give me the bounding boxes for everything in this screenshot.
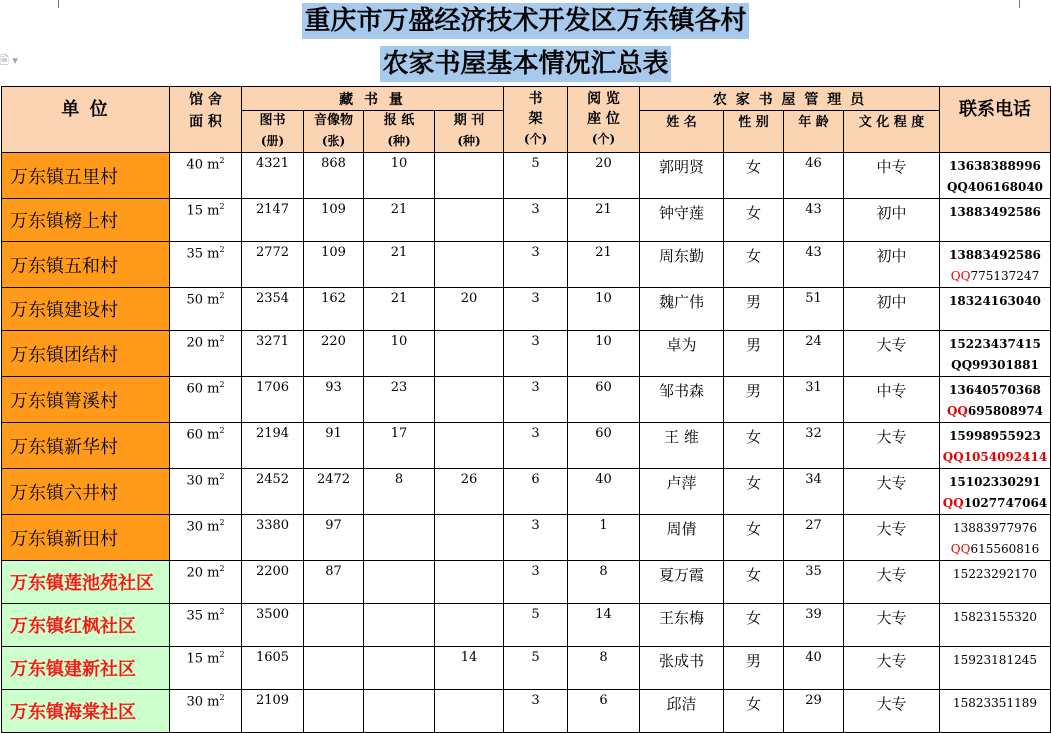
qq-number [940, 493, 1050, 514]
phone-cell [940, 604, 1051, 647]
unit-name: 万东镇五里村 [2, 153, 170, 199]
phone-cell [940, 377, 1051, 423]
area-value: 20 m [186, 335, 220, 351]
area-unit-exponent: 2 [219, 202, 225, 211]
manager-education: 中专 [844, 377, 940, 423]
qq-number [940, 355, 1050, 376]
manager-age: 35 [784, 561, 844, 604]
periodicals-count [435, 377, 504, 423]
manager-name: 魏广伟 [640, 288, 724, 331]
header-row-1 [2, 87, 1051, 111]
phone-cell [940, 690, 1051, 733]
manager-education: 初中 [844, 288, 940, 331]
phone-number: 15998955923 [949, 429, 1041, 443]
shelves-count: 5 [504, 647, 568, 690]
manager-education: 大专 [844, 469, 940, 515]
area-unit-exponent: 2 [219, 245, 225, 254]
header-books-line-2: (册) [260, 134, 285, 148]
manager-age: 43 [784, 199, 844, 242]
manager-gender: 女 [724, 604, 784, 647]
manager-education: 中专 [844, 153, 940, 199]
shelves-count: 3 [504, 331, 568, 377]
phone-cell [940, 199, 1051, 242]
shelves-count: 3 [504, 242, 568, 288]
qq-digits: 99301881 [972, 358, 1039, 372]
av-count: 93 [304, 377, 364, 423]
area-cell [170, 515, 242, 561]
av-count: 97 [304, 515, 364, 561]
unit-name: 万东镇海棠社区 [2, 690, 170, 733]
phone-number: 15102330291 [949, 475, 1041, 489]
header-area-line-2: 面 积 [189, 114, 222, 130]
header-periodicals-line-2: (种) [457, 134, 481, 148]
phone-cell [940, 469, 1051, 515]
header-newspapers [364, 111, 435, 153]
seats-count: 1 [568, 515, 640, 561]
seats-count: 6 [568, 690, 640, 733]
manager-age: 32 [784, 423, 844, 469]
books-count: 4321 [242, 153, 304, 199]
periodicals-count: 14 [435, 647, 504, 690]
manager-age: 43 [784, 242, 844, 288]
av-count [304, 690, 364, 733]
manager-age: 31 [784, 377, 844, 423]
shelves-count: 3 [504, 288, 568, 331]
area-unit-exponent: 2 [219, 426, 225, 435]
qq-number [940, 447, 1050, 468]
qq-digits: 775137247 [970, 269, 1040, 283]
area-cell [170, 604, 242, 647]
manager-gender: 女 [724, 199, 784, 242]
newspapers-count [364, 604, 435, 647]
area-cell [170, 423, 242, 469]
manager-gender: 女 [724, 242, 784, 288]
table-row [2, 331, 1051, 377]
newspapers-count: 8 [364, 469, 435, 515]
newspapers-count: 21 [364, 288, 435, 331]
manager-name: 邹书森 [640, 377, 724, 423]
area-value: 15 m [186, 651, 220, 667]
av-count: 87 [304, 561, 364, 604]
books-count: 3271 [242, 331, 304, 377]
area-unit-exponent: 2 [219, 334, 225, 343]
manager-education: 大专 [844, 690, 940, 733]
manager-education: 大专 [844, 561, 940, 604]
periodicals-count [435, 690, 504, 733]
manager-name: 卓为 [640, 331, 724, 377]
table-row [2, 153, 1051, 199]
seats-count: 21 [568, 242, 640, 288]
qq-prefix: QQ [946, 404, 968, 418]
manager-gender: 女 [724, 690, 784, 733]
area-value: 15 m [186, 203, 220, 219]
area-cell [170, 331, 242, 377]
area-cell [170, 288, 242, 331]
newspapers-count: 17 [364, 423, 435, 469]
phone-number: 15823351189 [953, 696, 1037, 710]
phone-cell [940, 153, 1051, 199]
newspapers-count: 21 [364, 242, 435, 288]
manager-age: 34 [784, 469, 844, 515]
unit-name: 万东镇建新社区 [2, 647, 170, 690]
area-value: 40 m [186, 157, 220, 173]
qq-number [940, 539, 1050, 560]
area-unit-exponent: 2 [219, 564, 225, 573]
seats-count: 40 [568, 469, 640, 515]
header-manager-name: 姓 名 [640, 111, 724, 153]
header-seats-line-3: (个) [591, 132, 616, 146]
area-value: 30 m [186, 519, 220, 535]
books-count: 2354 [242, 288, 304, 331]
table-row [2, 515, 1051, 561]
seats-count: 60 [568, 423, 640, 469]
books-count: 1706 [242, 377, 304, 423]
phone-number: 15923181245 [953, 653, 1037, 667]
books-count: 2452 [242, 469, 304, 515]
manager-education: 大专 [844, 647, 940, 690]
manager-name: 邱洁 [640, 690, 724, 733]
newspapers-count: 10 [364, 153, 435, 199]
manager-gender: 女 [724, 515, 784, 561]
manager-age: 40 [784, 647, 844, 690]
header-av-line-2: (张) [321, 134, 346, 148]
header-shelves-line-2: 架 [528, 111, 543, 127]
unit-name: 万东镇莲池苑社区 [2, 561, 170, 604]
manager-education: 大专 [844, 515, 940, 561]
header-av [304, 111, 364, 153]
manager-education: 大专 [844, 331, 940, 377]
books-count: 2194 [242, 423, 304, 469]
unit-name: 万东镇箐溪村 [2, 377, 170, 423]
area-value: 30 m [186, 473, 220, 489]
manager-education: 大专 [844, 604, 940, 647]
shelves-count: 3 [504, 423, 568, 469]
unit-name: 万东镇建设村 [2, 288, 170, 331]
area-unit-exponent: 2 [219, 380, 225, 389]
phone-number: 13640570368 [949, 383, 1041, 397]
manager-education: 大专 [844, 423, 940, 469]
manager-gender: 男 [724, 647, 784, 690]
summary-table [1, 86, 1051, 733]
header-periodicals-line-1: 期 刊 [453, 113, 485, 128]
header-phone: 联系电话 [940, 87, 1051, 153]
qq-digits: 406168040 [967, 180, 1044, 194]
header-shelves-line-3: (个) [523, 132, 548, 146]
header-newspapers-line-2: (种) [387, 134, 411, 148]
manager-gender: 女 [724, 561, 784, 604]
unit-name: 万东镇新华村 [2, 423, 170, 469]
seats-count: 8 [568, 561, 640, 604]
qq-digits: 615560816 [970, 542, 1040, 556]
area-cell [170, 561, 242, 604]
document-icon: 🗎 ▾ [0, 54, 18, 67]
qq-prefix: QQ [950, 542, 971, 556]
phone-cell [940, 423, 1051, 469]
seats-count: 10 [568, 288, 640, 331]
qq-number [940, 266, 1050, 287]
av-count: 868 [304, 153, 364, 199]
manager-name: 郭明贤 [640, 153, 724, 199]
manager-gender: 男 [724, 377, 784, 423]
newspapers-count [364, 647, 435, 690]
area-unit-exponent: 2 [219, 650, 225, 659]
header-manager-gender: 性 别 [724, 111, 784, 153]
newspapers-count [364, 515, 435, 561]
title-line-2-wrap [0, 46, 1051, 82]
header-manager-age: 年 龄 [784, 111, 844, 153]
newspapers-count: 23 [364, 377, 435, 423]
av-count: 109 [304, 242, 364, 288]
shelves-count: 3 [504, 561, 568, 604]
qq-prefix: QQ [942, 450, 964, 464]
seats-count: 60 [568, 377, 640, 423]
phone-number: 13883492586 [949, 248, 1041, 262]
unit-name: 万东镇五和村 [2, 242, 170, 288]
header-av-line-1: 音像物 [313, 113, 353, 128]
area-cell [170, 153, 242, 199]
area-value: 35 m [186, 246, 220, 262]
area-unit-exponent: 2 [219, 472, 225, 481]
area-cell [170, 377, 242, 423]
header-periodicals [435, 111, 504, 153]
seats-count: 20 [568, 153, 640, 199]
periodicals-count [435, 242, 504, 288]
manager-name: 周倩 [640, 515, 724, 561]
table-row [2, 690, 1051, 733]
manager-gender: 女 [724, 469, 784, 515]
phone-cell [940, 331, 1051, 377]
table-row [2, 377, 1051, 423]
manager-name: 钟守莲 [640, 199, 724, 242]
title-line-1: 重庆市万盛经济技术开发区万东镇各村 [302, 3, 748, 39]
table-row [2, 242, 1051, 288]
area-value: 35 m [186, 608, 220, 624]
header-seats [568, 87, 640, 153]
newspapers-count: 10 [364, 331, 435, 377]
header-books-line-1: 图书 [259, 113, 286, 128]
header-collection: 藏 书 量 [242, 87, 504, 111]
qq-prefix: QQ [951, 358, 973, 372]
books-count: 3380 [242, 515, 304, 561]
unit-name: 万东镇新田村 [2, 515, 170, 561]
header-newspapers-line-1: 报 纸 [383, 113, 415, 128]
qq-digits: 1027747064 [963, 496, 1048, 510]
manager-name: 王东梅 [640, 604, 724, 647]
unit-name: 万东镇团结村 [2, 331, 170, 377]
av-count: 2472 [304, 469, 364, 515]
area-cell [170, 690, 242, 733]
books-count: 2109 [242, 690, 304, 733]
phone-cell [940, 647, 1051, 690]
periodicals-count: 20 [435, 288, 504, 331]
header-area [170, 87, 242, 153]
header-shelves-line-1: 书 [528, 91, 543, 107]
title-line-2: 农家书屋基本情况汇总表 [380, 46, 670, 82]
shelves-count: 3 [504, 199, 568, 242]
table-row [2, 561, 1051, 604]
area-cell [170, 647, 242, 690]
av-count: 220 [304, 331, 364, 377]
header-manager-education: 文 化 程 度 [844, 111, 940, 153]
av-count: 91 [304, 423, 364, 469]
header-seats-line-2: 座 位 [587, 111, 620, 127]
av-count [304, 647, 364, 690]
header-unit: 单 位 [2, 87, 170, 153]
phone-number: 15223437415 [949, 337, 1041, 351]
manager-education: 初中 [844, 242, 940, 288]
area-value: 50 m [186, 292, 220, 308]
header-managers: 农 家 书 屋 管 理 员 [640, 87, 940, 111]
periodicals-count [435, 561, 504, 604]
phone-number: 15823155320 [953, 610, 1037, 624]
phone-cell [940, 515, 1051, 561]
header-area-line-1: 馆 舍 [189, 92, 222, 108]
periodicals-count [435, 331, 504, 377]
books-count: 2147 [242, 199, 304, 242]
periodicals-count: 26 [435, 469, 504, 515]
area-value: 20 m [186, 565, 220, 581]
periodicals-count [435, 604, 504, 647]
av-count: 162 [304, 288, 364, 331]
table-row [2, 604, 1051, 647]
area-value: 60 m [186, 381, 220, 397]
phone-number: 13883977976 [953, 521, 1037, 535]
phone-cell [940, 242, 1051, 288]
periodicals-count [435, 199, 504, 242]
table-row [2, 647, 1051, 690]
periodicals-count [435, 423, 504, 469]
area-value: 30 m [186, 694, 220, 710]
seats-count: 8 [568, 647, 640, 690]
shelves-count: 5 [504, 153, 568, 199]
shelves-count: 3 [504, 515, 568, 561]
shelves-count: 3 [504, 377, 568, 423]
qq-prefix: QQ [950, 269, 971, 283]
unit-name: 万东镇榜上村 [2, 199, 170, 242]
table-row [2, 423, 1051, 469]
seats-count: 10 [568, 331, 640, 377]
manager-gender: 女 [724, 153, 784, 199]
periodicals-count [435, 153, 504, 199]
phone-cell [940, 561, 1051, 604]
qq-prefix: QQ [946, 180, 968, 194]
area-unit-exponent: 2 [219, 518, 225, 527]
phone-number: 15223292170 [953, 567, 1037, 581]
phone-number: 13638388996 [949, 159, 1041, 173]
manager-name: 周东勤 [640, 242, 724, 288]
area-cell [170, 469, 242, 515]
area-cell [170, 199, 242, 242]
header-books [242, 111, 304, 153]
manager-age: 51 [784, 288, 844, 331]
area-unit-exponent: 2 [219, 693, 225, 702]
header-seats-line-1: 阅 览 [587, 91, 620, 107]
seats-count: 14 [568, 604, 640, 647]
table-row [2, 288, 1051, 331]
title-line-1-wrap [0, 3, 1051, 39]
manager-education: 初中 [844, 199, 940, 242]
manager-gender: 女 [724, 423, 784, 469]
manager-age: 27 [784, 515, 844, 561]
manager-age: 39 [784, 604, 844, 647]
manager-name: 夏万霞 [640, 561, 724, 604]
qq-digits: 695808974 [967, 404, 1044, 418]
av-count [304, 604, 364, 647]
manager-name: 王 维 [640, 423, 724, 469]
phone-number: 13883492586 [949, 205, 1041, 219]
newspapers-count: 21 [364, 199, 435, 242]
table-row [2, 199, 1051, 242]
phone-cell [940, 288, 1051, 331]
books-count: 2200 [242, 561, 304, 604]
area-value: 60 m [186, 427, 220, 443]
area-unit-exponent: 2 [219, 291, 225, 300]
unit-name: 万东镇红枫社区 [2, 604, 170, 647]
manager-gender: 男 [724, 331, 784, 377]
av-count: 109 [304, 199, 364, 242]
area-unit-exponent: 2 [219, 607, 225, 616]
manager-name: 张成书 [640, 647, 724, 690]
books-count: 2772 [242, 242, 304, 288]
manager-age: 24 [784, 331, 844, 377]
area-unit-exponent: 2 [219, 156, 225, 165]
seats-count: 21 [568, 199, 640, 242]
area-cell [170, 242, 242, 288]
qq-digits: 1054092414 [963, 450, 1048, 464]
newspapers-count [364, 561, 435, 604]
books-count: 3500 [242, 604, 304, 647]
phone-number: 18324163040 [949, 294, 1041, 308]
header-shelves [504, 87, 568, 153]
manager-age: 29 [784, 690, 844, 733]
table-row [2, 469, 1051, 515]
unit-name: 万东镇六井村 [2, 469, 170, 515]
shelves-count: 5 [504, 604, 568, 647]
qq-number [940, 401, 1050, 422]
periodicals-count [435, 515, 504, 561]
manager-gender: 男 [724, 288, 784, 331]
shelves-count: 6 [504, 469, 568, 515]
shelves-count: 3 [504, 690, 568, 733]
manager-name: 卢萍 [640, 469, 724, 515]
manager-age: 46 [784, 153, 844, 199]
newspapers-count [364, 690, 435, 733]
qq-number [940, 177, 1050, 198]
qq-prefix: QQ [942, 496, 964, 510]
books-count: 1605 [242, 647, 304, 690]
